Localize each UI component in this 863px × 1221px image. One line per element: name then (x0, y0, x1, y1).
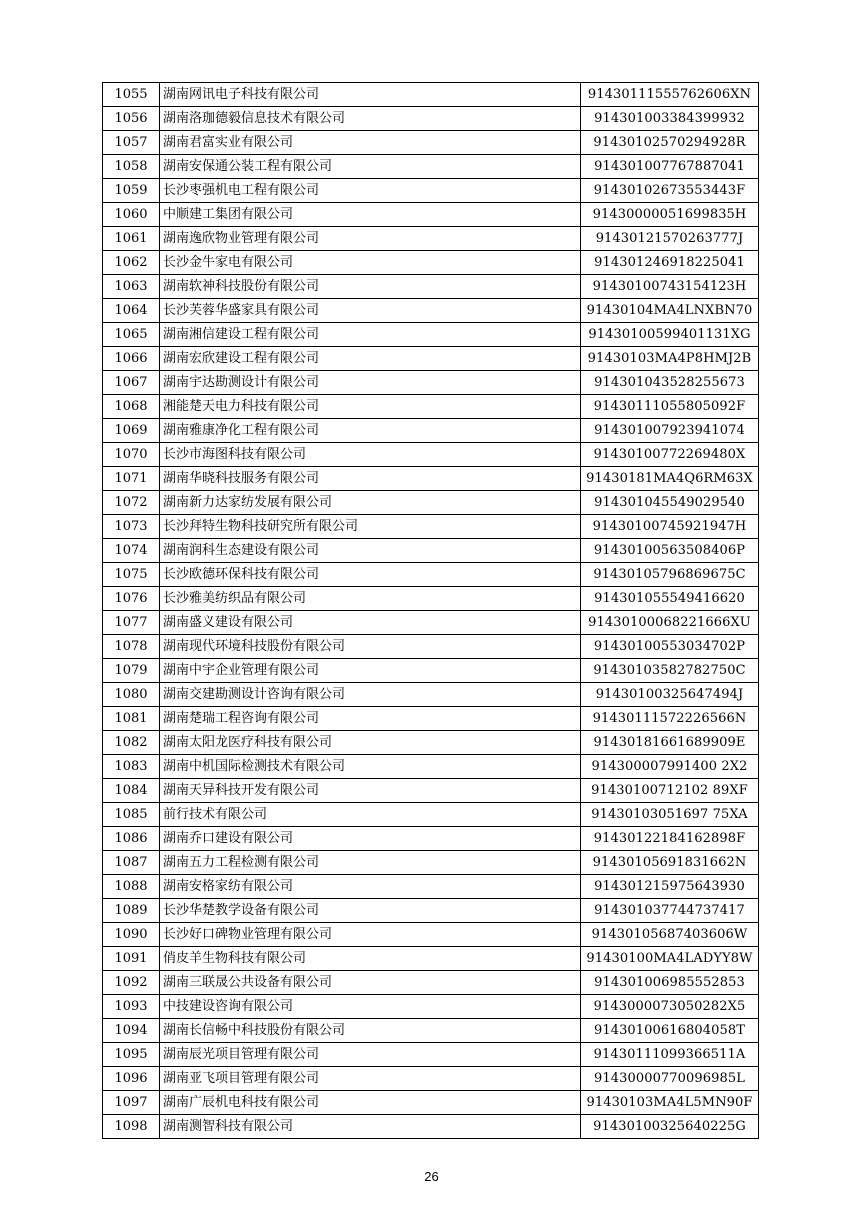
credit-code: 91430100772269480X (581, 443, 759, 467)
credit-code: 91430100325640225G (581, 1115, 759, 1139)
row-number: 1060 (103, 203, 160, 227)
company-name: 中技建设咨询有限公司 (160, 995, 581, 1019)
table-row (103, 371, 759, 395)
company-name: 湖南雅康净化工程有限公司 (160, 419, 581, 443)
company-name: 湖南测智科技有限公司 (160, 1115, 581, 1139)
row-number: 1078 (103, 635, 160, 659)
row-number: 1071 (103, 467, 160, 491)
table-row (103, 275, 759, 299)
row-number: 1083 (103, 755, 160, 779)
company-name: 长沙芙蓉华盛家具有限公司 (160, 299, 581, 323)
company-name: 湖南现代环境科技股份有限公司 (160, 635, 581, 659)
row-number: 1095 (103, 1043, 160, 1067)
credit-code: 91430103582782750C (581, 659, 759, 683)
table-row (103, 395, 759, 419)
table-row (103, 1019, 759, 1043)
company-name: 长沙好口碑物业管理有限公司 (160, 923, 581, 947)
credit-code: 91430100553034702P (581, 635, 759, 659)
credit-code: 91430111572226566N (581, 707, 759, 731)
company-registry-table-container (102, 82, 758, 1139)
company-name: 前行技术有限公司 (160, 803, 581, 827)
table-row (103, 467, 759, 491)
credit-code: 9143000073050282X5 (581, 995, 759, 1019)
company-name: 湖南交建勘测设计咨询有限公司 (160, 683, 581, 707)
row-number: 1096 (103, 1067, 160, 1091)
credit-code: 91430104MA4LNXBN70 (581, 299, 759, 323)
table-row (103, 203, 759, 227)
credit-code: 91430111055805092F (581, 395, 759, 419)
table-row (103, 995, 759, 1019)
credit-code: 91430103051697 75XA (581, 803, 759, 827)
row-number: 1057 (103, 131, 160, 155)
company-name: 长沙金牛家电有限公司 (160, 251, 581, 275)
company-name: 湖南湘信建设工程有限公司 (160, 323, 581, 347)
company-name: 湖南天异科技开发有限公司 (160, 779, 581, 803)
company-name: 湖南新力达家纺发展有限公司 (160, 491, 581, 515)
credit-code: 91430121570263777J (581, 227, 759, 251)
credit-code: 91430000770096985L (581, 1067, 759, 1091)
company-name: 中顺建工集团有限公司 (160, 203, 581, 227)
row-number: 1094 (103, 1019, 160, 1043)
credit-code: 914301007923941074 (581, 419, 759, 443)
row-number: 1067 (103, 371, 160, 395)
row-number: 1074 (103, 539, 160, 563)
table-row (103, 155, 759, 179)
company-name: 湖南宏欣建设工程有限公司 (160, 347, 581, 371)
credit-code: 91430100068221666XU (581, 611, 759, 635)
credit-code: 91430000051699835H (581, 203, 759, 227)
row-number: 1092 (103, 971, 160, 995)
company-name: 湖南网讯电子科技有限公司 (160, 83, 581, 107)
company-name: 湖南中宇企业管理有限公司 (160, 659, 581, 683)
credit-code: 91430100616804058T (581, 1019, 759, 1043)
row-number: 1069 (103, 419, 160, 443)
row-number: 1058 (103, 155, 160, 179)
row-number: 1077 (103, 611, 160, 635)
credit-code: 914301055549416620 (581, 587, 759, 611)
row-number: 1061 (103, 227, 160, 251)
company-name: 湖南三联晟公共设备有限公司 (160, 971, 581, 995)
table-row (103, 659, 759, 683)
table-row (103, 971, 759, 995)
row-number: 1059 (103, 179, 160, 203)
table-row (103, 947, 759, 971)
row-number: 1093 (103, 995, 160, 1019)
row-number: 1087 (103, 851, 160, 875)
company-name: 长沙枣强机电工程有限公司 (160, 179, 581, 203)
credit-code: 91430105691831662N (581, 851, 759, 875)
credit-code: 91430181661689909E (581, 731, 759, 755)
table-row (103, 827, 759, 851)
table-row (103, 515, 759, 539)
company-name: 湖南长信畅中科技股份有限公司 (160, 1019, 581, 1043)
company-registry-table (102, 82, 759, 1139)
table-row (103, 563, 759, 587)
row-number: 1070 (103, 443, 160, 467)
company-name: 湖南润科生态建设有限公司 (160, 539, 581, 563)
company-name: 湖南中机国际检测技术有限公司 (160, 755, 581, 779)
table-row (103, 803, 759, 827)
table-row (103, 1067, 759, 1091)
table-row (103, 323, 759, 347)
company-name: 湖南华晓科技服务有限公司 (160, 467, 581, 491)
row-number: 1081 (103, 707, 160, 731)
company-name: 湖南辰光项目管理有限公司 (160, 1043, 581, 1067)
company-name: 湖南亚飞项目管理有限公司 (160, 1067, 581, 1091)
credit-code: 91430100712102 89XF (581, 779, 759, 803)
credit-code: 914301003384399932 (581, 107, 759, 131)
company-name: 湖南五力工程检测有限公司 (160, 851, 581, 875)
row-number: 1084 (103, 779, 160, 803)
credit-code: 91430122184162898F (581, 827, 759, 851)
credit-code: 91430100745921947H (581, 515, 759, 539)
company-name: 湖南楚瑞工程咨询有限公司 (160, 707, 581, 731)
row-number: 1073 (103, 515, 160, 539)
row-number: 1065 (103, 323, 160, 347)
table-row (103, 899, 759, 923)
company-name: 湖南安保通公装工程有限公司 (160, 155, 581, 179)
table-row (103, 779, 759, 803)
company-name: 湖南君富实业有限公司 (160, 131, 581, 155)
table-row (103, 299, 759, 323)
credit-code: 914301045549029540 (581, 491, 759, 515)
row-number: 1080 (103, 683, 160, 707)
credit-code: 914301037744737417 (581, 899, 759, 923)
table-row (103, 491, 759, 515)
credit-code: 914301215975643930 (581, 875, 759, 899)
company-name: 湖南安格家纺有限公司 (160, 875, 581, 899)
row-number: 1088 (103, 875, 160, 899)
credit-code: 914300007991400 2X2 (581, 755, 759, 779)
credit-code: 91430100743154123H (581, 275, 759, 299)
row-number: 1079 (103, 659, 160, 683)
credit-code: 914301006985552853 (581, 971, 759, 995)
credit-code: 91430100MA4LADYY8W (581, 947, 759, 971)
table-row (103, 755, 759, 779)
row-number: 1097 (103, 1091, 160, 1115)
table-row (103, 1043, 759, 1067)
table-row (103, 347, 759, 371)
table-row (103, 419, 759, 443)
company-name: 湖南乔口建设有限公司 (160, 827, 581, 851)
row-number: 1085 (103, 803, 160, 827)
company-name: 长沙雅美纺织品有限公司 (160, 587, 581, 611)
table-row (103, 587, 759, 611)
row-number: 1056 (103, 107, 160, 131)
table-row (103, 83, 759, 107)
company-name: 湖南宇达勘测设计有限公司 (160, 371, 581, 395)
row-number: 1066 (103, 347, 160, 371)
row-number: 1091 (103, 947, 160, 971)
company-name: 长沙华楚教学设备有限公司 (160, 899, 581, 923)
credit-code: 91430100563508406P (581, 539, 759, 563)
credit-code: 91430181MA4Q6RM63X (581, 467, 759, 491)
table-row (103, 1091, 759, 1115)
credit-code: 91430111555762606XN (581, 83, 759, 107)
credit-code: 91430100325647494J (581, 683, 759, 707)
table-row (103, 227, 759, 251)
credit-code: 91430102673553443F (581, 179, 759, 203)
table-row (103, 851, 759, 875)
table-row (103, 131, 759, 155)
credit-code: 914301043528255673 (581, 371, 759, 395)
credit-code: 91430105687403606W (581, 923, 759, 947)
credit-code: 914301246918225041 (581, 251, 759, 275)
credit-code: 91430103MA4L5MN90F (581, 1091, 759, 1115)
table-row (103, 539, 759, 563)
table-row (103, 731, 759, 755)
table-row (103, 635, 759, 659)
row-number: 1055 (103, 83, 160, 107)
row-number: 1086 (103, 827, 160, 851)
table-row (103, 707, 759, 731)
credit-code: 91430102570294928R (581, 131, 759, 155)
company-name: 湖南软神科技股份有限公司 (160, 275, 581, 299)
company-name: 湖南盛义建设有限公司 (160, 611, 581, 635)
row-number: 1068 (103, 395, 160, 419)
table-row (103, 1115, 759, 1139)
company-name: 长沙欧德环保科技有限公司 (160, 563, 581, 587)
table-row (103, 443, 759, 467)
credit-code: 91430111099366511A (581, 1043, 759, 1067)
company-name: 湖南太阳龙医疗科技有限公司 (160, 731, 581, 755)
table-row (103, 107, 759, 131)
table-row (103, 611, 759, 635)
row-number: 1062 (103, 251, 160, 275)
company-name: 湖南逸欣物业管理有限公司 (160, 227, 581, 251)
company-name: 长沙市海图科技有限公司 (160, 443, 581, 467)
row-number: 1072 (103, 491, 160, 515)
company-name: 湖南广辰机电科技有限公司 (160, 1091, 581, 1115)
credit-code: 91430105796869675C (581, 563, 759, 587)
table-body (103, 83, 759, 1139)
row-number: 1089 (103, 899, 160, 923)
row-number: 1098 (103, 1115, 160, 1139)
row-number: 1064 (103, 299, 160, 323)
row-number: 1075 (103, 563, 160, 587)
company-name: 湖南洛珈德毅信息技术有限公司 (160, 107, 581, 131)
row-number: 1082 (103, 731, 160, 755)
table-row (103, 179, 759, 203)
table-row (103, 683, 759, 707)
company-name: 俏皮羊生物科技有限公司 (160, 947, 581, 971)
credit-code: 91430103MA4P8HMJ2B (581, 347, 759, 371)
credit-code: 91430100599401131XG (581, 323, 759, 347)
row-number: 1076 (103, 587, 160, 611)
company-name: 长沙拜特生物科技研究所有限公司 (160, 515, 581, 539)
page-number: 26 (424, 1169, 439, 1184)
credit-code: 914301007767887041 (581, 155, 759, 179)
table-row (103, 875, 759, 899)
table-row (103, 251, 759, 275)
row-number: 1063 (103, 275, 160, 299)
table-row (103, 923, 759, 947)
row-number: 1090 (103, 923, 160, 947)
company-name: 湘能楚天电力科技有限公司 (160, 395, 581, 419)
